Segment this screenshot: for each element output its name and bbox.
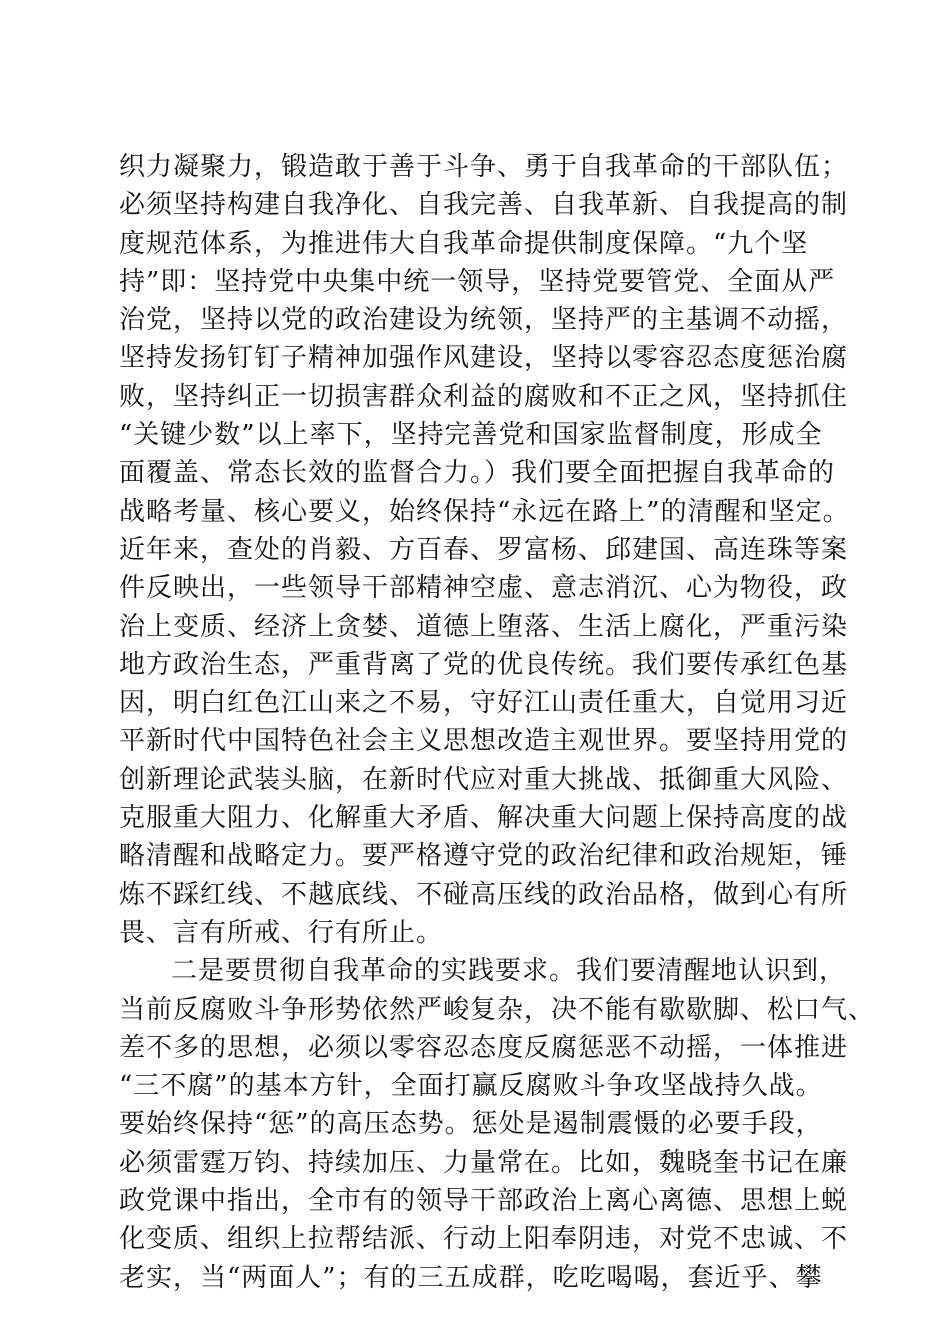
text-line: 克服重大阻力、化解重大矛盾、解决重大问题上保持高度的战: [119, 803, 849, 834]
text-line: 面覆盖、常态长效的监督合力。）我们要全面把握自我革命的: [119, 458, 836, 489]
text-line: 败，坚持纠正一切损害群众利益的腐败和不正之风，坚持抓住: [119, 381, 849, 412]
text-line: 必须雷霆万钧、持续加压、力量常在。比如，魏晓奎书记在廉: [119, 1147, 849, 1178]
text-line: 坚持发扬钉钉子精神加强作风建设，坚持以零容忍态度惩治腐: [119, 343, 849, 374]
text-line: 略清醒和战略定力。要严格遵守党的政治纪律和政治规矩，锤: [119, 841, 849, 872]
text-line: 当前反腐败斗争形势依然严峻复杂，决不能有歇歇脚、松口气、: [119, 994, 876, 1025]
text-line: 炼不踩红线、不越底线、不碰高压线的政治品格，做到心有所: [119, 879, 849, 910]
text-line: “关键少数”以上率下，坚持完善党和国家监督制度，形成全: [119, 420, 823, 451]
text-line: 要始终保持“惩”的高压态势。惩处是遏制震慑的必要手段，: [119, 1109, 823, 1140]
document-body: [119, 148, 876, 1297]
text-line: 必须坚持构建自我净化、自我完善、自我革新、自我提高的制: [119, 190, 849, 221]
text-line: 地方政治生态，严重背离了党的优良传统。我们要传承红色基: [119, 649, 849, 680]
text-line: 度规范体系，为推进伟大自我革命提供制度保障。“九个坚: [119, 228, 809, 259]
text-line: 织力凝聚力，锻造敢于善于斗争、勇于自我革命的干部队伍；: [119, 152, 849, 182]
text-line: 差不多的思想，必须以零容忍态度反腐惩恶不动摇，一体推进: [119, 1032, 849, 1063]
text-line: 老实，当“两面人”；有的三五成群，吃吃喝喝，套近乎、攀: [119, 1262, 823, 1293]
text-line: 创新理论武装头脑，在新时代应对重大挑战、抵御重大风险、: [119, 764, 849, 795]
text-line: 件反映出，一些领导干部精神空虚、意志消沉、心为物役，政: [119, 573, 849, 604]
text-line: 化变质、组织上拉帮结派、行动上阳奉阴违，对党不忠诚、不: [119, 1224, 849, 1255]
text-line: 持”即：坚持党中央集中统一领导，坚持党要管党、全面从严: [119, 266, 836, 297]
text-line: 战略考量、核心要义，始终保持“永远在路上”的清醒和坚定。: [119, 496, 850, 527]
text-line: 平新时代中国特色社会主义思想改造主观世界。要坚持用党的: [119, 726, 849, 757]
text-line: 政党课中指出，全市有的领导干部政治上离心离德、思想上蜕: [119, 1186, 849, 1217]
text-line: 治上变质、经济上贪婪、道德上堕落、生活上腐化，严重污染: [119, 611, 849, 642]
text-line: “三不腐”的基本方针，全面打赢反腐败斗争攻坚战持久战。: [119, 1071, 823, 1102]
text-line: 因，明白红色江山来之不易，守好江山责任重大，自觉用习近: [119, 688, 849, 719]
text-line: 近年来，查处的肖毅、方百春、罗富杨、邱建国、高连珠等案: [119, 534, 849, 565]
text-line: 畏、言有所戒、行有所止。: [119, 917, 444, 948]
paragraph-start-line: 二是要贯彻自我革命的实践要求。我们要清醒地认识到，: [171, 956, 847, 987]
text-line: 治党，坚持以党的政治建设为统领，坚持严的主基调不动摇，: [119, 305, 849, 336]
